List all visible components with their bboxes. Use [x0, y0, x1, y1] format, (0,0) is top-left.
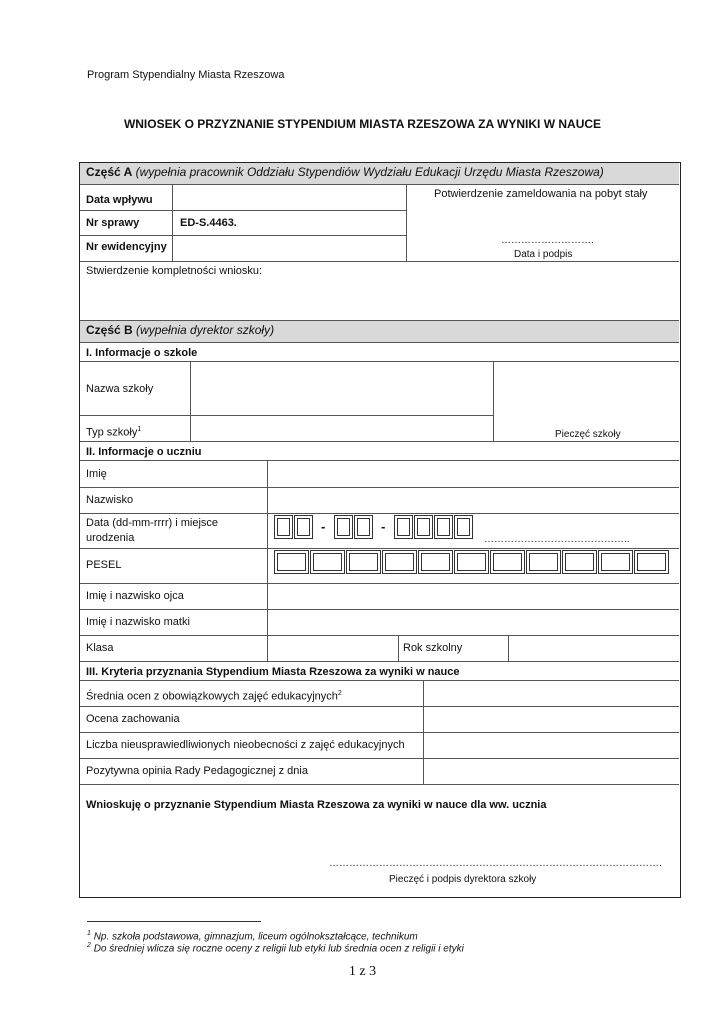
nieobecnosci-label: Liczba nieusprawiedliwionych nieobecności z zajęć edukacyjnych	[86, 739, 405, 751]
page-number: 1 z 3	[348, 964, 377, 979]
imie-field[interactable]	[270, 462, 675, 484]
footnote-ref-2: 2	[337, 690, 342, 697]
data-urodzenia-line1: Data (dd-mm-rrrr) i miejsce	[86, 517, 218, 529]
data-wplywu-label: Data wpływu	[86, 194, 153, 206]
section-1-title: I. Informacje o szkole	[86, 347, 198, 359]
nazwisko-label: Nazwisko	[86, 494, 134, 506]
nazwa-szkoly-label: Nazwa szkoły	[86, 383, 154, 395]
page-header: Program Stypendialny Miasta Rzeszowa	[87, 69, 285, 81]
data-urodzenia-label	[86, 517, 218, 545]
footnote-1-text: Np. szkoła podstawowa, gimnazjum, liceum ogólnokształcące, technikum	[93, 931, 418, 943]
part-b-note: (wypełnia dyrektor szkoły)	[136, 323, 275, 337]
pesel-digit-11[interactable]	[634, 550, 669, 574]
rok-szkolny-field[interactable]	[510, 637, 675, 659]
signature-dots[interactable]: ……………………………………………………………………………………….	[329, 858, 662, 869]
matka-label: Imię i nazwisko matki	[86, 616, 190, 628]
footnote-1-num: 1	[87, 930, 91, 937]
data-wplywu-field[interactable]	[180, 188, 405, 208]
pesel-digit-4[interactable]	[382, 550, 417, 574]
document-title: WNIOSEK O PRZYZNANIE STYPENDIUM MIASTA RZESZOWA ZA WYNIKI W NAUCE	[123, 117, 602, 131]
part-a-label: Część A	[86, 165, 133, 179]
nr-ewidencyjny-label: Nr ewidencyjny	[86, 241, 167, 253]
footnote-divider	[87, 921, 261, 922]
nazwisko-field[interactable]	[270, 489, 675, 511]
date-dash-1: -	[321, 519, 326, 534]
date-digit-y2[interactable]	[414, 515, 433, 539]
rok-szkolny-label: Rok szkolny	[403, 642, 463, 654]
opinia-field[interactable]	[426, 760, 675, 782]
pesel-digit-2[interactable]	[310, 550, 345, 574]
part-a-header	[86, 166, 604, 179]
pesel-digit-6[interactable]	[454, 550, 489, 574]
footnote-1	[87, 930, 418, 942]
pesel-digit-8[interactable]	[526, 550, 561, 574]
section-2-title: II. Informacje o uczniu	[86, 446, 202, 458]
date-digit-d2[interactable]	[294, 515, 313, 539]
section-3-title: III. Kryteria przyznania Stypendium Miasta Rzeszowa za wyniki w nauce	[86, 666, 460, 678]
ojciec-label: Imię i nazwisko ojca	[86, 590, 184, 602]
data-urodzenia-line2: urodzenia	[86, 532, 135, 544]
application-form	[79, 162, 681, 898]
nr-sprawy-value[interactable]: ED-S.4463.	[180, 217, 237, 229]
nazwa-szkoly-field[interactable]	[192, 363, 492, 413]
imie-label: Imię	[86, 468, 107, 480]
part-b-header	[86, 324, 274, 337]
date-digit-y1[interactable]	[394, 515, 413, 539]
pesel-digit-1[interactable]	[274, 550, 309, 574]
potwierdzenie-label: Potwierdzenie zameldowania na pobyt stały	[434, 188, 648, 200]
pieczec-dyrektora-label: Pieczęć i podpis dyrektora szkoły	[389, 874, 537, 885]
srednia-text: Średnia ocen z obowiązkowych zajęć edukacyjnych	[86, 690, 338, 703]
data-i-podpis-label: Data i podpis	[514, 249, 573, 260]
pesel-digit-5[interactable]	[418, 550, 453, 574]
typ-szkoly-label	[86, 423, 141, 440]
srednia-field[interactable]	[426, 682, 675, 704]
pesel-digit-10[interactable]	[598, 550, 633, 574]
stwierdzenie-label: Stwierdzenie kompletności wniosku:	[86, 265, 263, 277]
footnote-2-num: 2	[87, 942, 91, 949]
pieczec-szkoly-label: Pieczęć szkoły	[555, 429, 621, 440]
typ-szkoly-field[interactable]	[192, 417, 492, 439]
date-digit-m1[interactable]	[334, 515, 353, 539]
potwierdzenie-dots: ……………………….	[501, 235, 594, 246]
matka-field[interactable]	[270, 611, 675, 633]
klasa-field[interactable]	[270, 637, 396, 659]
date-digit-y3[interactable]	[434, 515, 453, 539]
date-digit-m2[interactable]	[354, 515, 373, 539]
date-digit-d1[interactable]	[274, 515, 293, 539]
part-b-label: Część B	[86, 323, 133, 337]
ojciec-field[interactable]	[270, 585, 675, 607]
date-dash-2: -	[381, 519, 386, 534]
date-digit-y4[interactable]	[454, 515, 473, 539]
footnote-2	[87, 942, 464, 954]
stwierdzenie-field[interactable]	[86, 279, 676, 317]
wnioskuje-statement: Wnioskuję o przyznanie Stypendium Miasta Rzeszowa za wyniki w nauce dla ww. ucznia	[86, 799, 547, 811]
klasa-label: Klasa	[86, 642, 114, 654]
footnote-ref-1: 1	[137, 426, 142, 433]
place-of-birth-dots[interactable]: ……………………………………..	[484, 534, 630, 545]
nr-sprawy-label: Nr sprawy	[86, 217, 140, 229]
nr-ewidencyjny-field[interactable]	[180, 237, 405, 259]
pesel-digit-3[interactable]	[346, 550, 381, 574]
typ-szkoly-text: Typ szkoły	[86, 426, 138, 439]
pesel-label: PESEL	[86, 559, 122, 571]
srednia-label	[86, 687, 342, 704]
pesel-digit-7[interactable]	[490, 550, 525, 574]
part-a-note: (wypełnia pracownik Oddziału Stypendiów Wydziału Edukacji Urzędu Miasta Rzeszowa)	[135, 165, 604, 179]
nieobecnosci-field[interactable]	[426, 734, 675, 756]
ocena-zachowania-field[interactable]	[426, 708, 675, 730]
pesel-digit-9[interactable]	[562, 550, 597, 574]
ocena-zachowania-label: Ocena zachowania	[86, 713, 180, 725]
opinia-label: Pozytywna opinia Rady Pedagogicznej z dnia	[86, 765, 308, 777]
footnote-2-text: Do średniej wlicza się roczne oceny z religii lub etyki lub średnia ocen z religii i etyki	[93, 943, 464, 955]
